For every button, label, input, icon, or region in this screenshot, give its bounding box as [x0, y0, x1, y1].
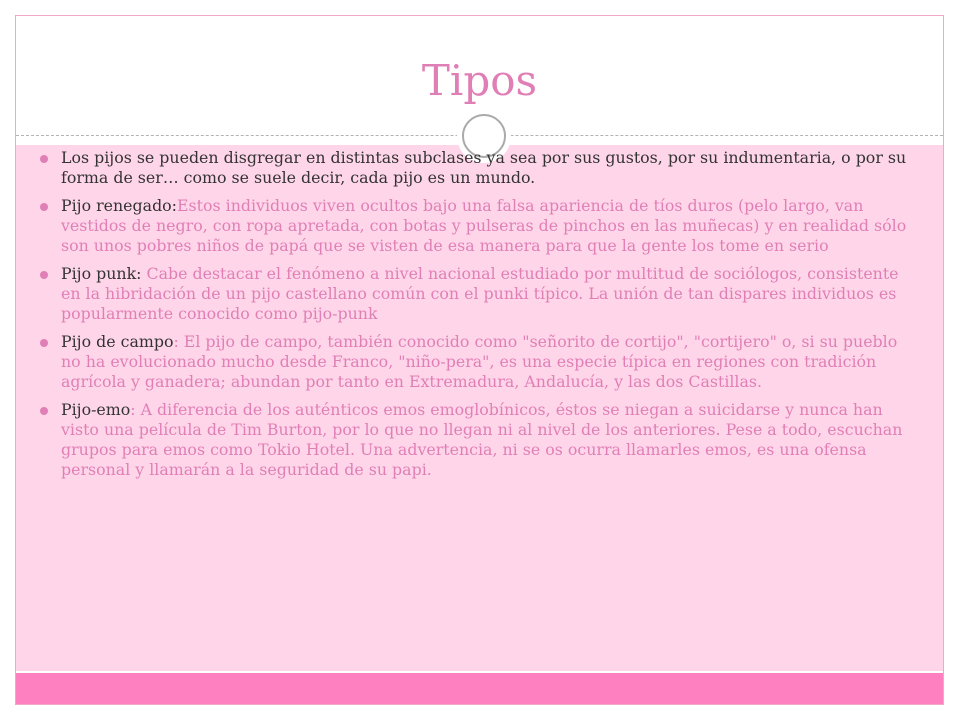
list-item [40, 400, 920, 480]
bullet-label: Pijo-emo [61, 400, 131, 419]
bullet-label: Pijo punk: [61, 264, 142, 283]
list-item [40, 332, 920, 392]
slide-title: Tipos [421, 56, 538, 105]
bullet-text: : A diferencia de los auténticos emos emoglobínicos, éstos se niegan a suicidarse y nunca han visto una película de Tim Burton, por lo que no llegan ni al nivel de los anteriores. Pese a todo, escuchan grupos para emos como Tokio Hotel. Una advertencia, ni se os ocurra llamarles emos, es una ofensa personal y llamarán a la seguridad de su papi. [61, 400, 903, 479]
bullet-text: Los pijos se pueden disgregar en distintas subclases ya sea por sus gustos, por su indumentaria, o por su forma de ser… como se suele decir, cada pijo es un mundo. [61, 148, 907, 187]
bullet-label: Pijo de campo [61, 332, 174, 351]
bullet-text: Cabe destacar el fenómeno a nivel nacional estudiado por multitud de sociólogos, consistente en la hibridación de un pijo castellano común con el punki típico. La unión de tan dispares individuos es popularmente conocido como pijo-punk [61, 264, 899, 323]
list-item [40, 196, 920, 256]
bullet-icon [40, 203, 48, 211]
bullet-list [40, 148, 920, 488]
bullet-icon [40, 271, 48, 279]
bullet-text: Estos individuos viven ocultos bajo una falsa apariencia de tíos duros (pelo largo, van vestidos de negro, con ropa apretada, con botas y pulseras de pinchos en las muñecas) y en realidad sólo son unos pobres niños de papá que se visten de esa manera para que la gente los tome en serio [61, 196, 907, 255]
list-item [40, 264, 920, 324]
bullet-icon [40, 155, 48, 163]
footer-bar [16, 673, 943, 704]
bullet-label: Pijo renegado: [61, 196, 178, 215]
bullet-icon [40, 407, 48, 415]
bullet-text: : El pijo de campo, también conocido como "señorito de cortijo", "cortijero" o, si su pueblo no ha evolucionado mucho desde Franco, "niño-pera", es una especie típica en regiones con tradición agrícola y ganadera; abundan por tanto en Extremadura, Andalucía, y las dos Castillas. [61, 332, 898, 391]
bullet-icon [40, 339, 48, 347]
list-item [40, 148, 920, 188]
